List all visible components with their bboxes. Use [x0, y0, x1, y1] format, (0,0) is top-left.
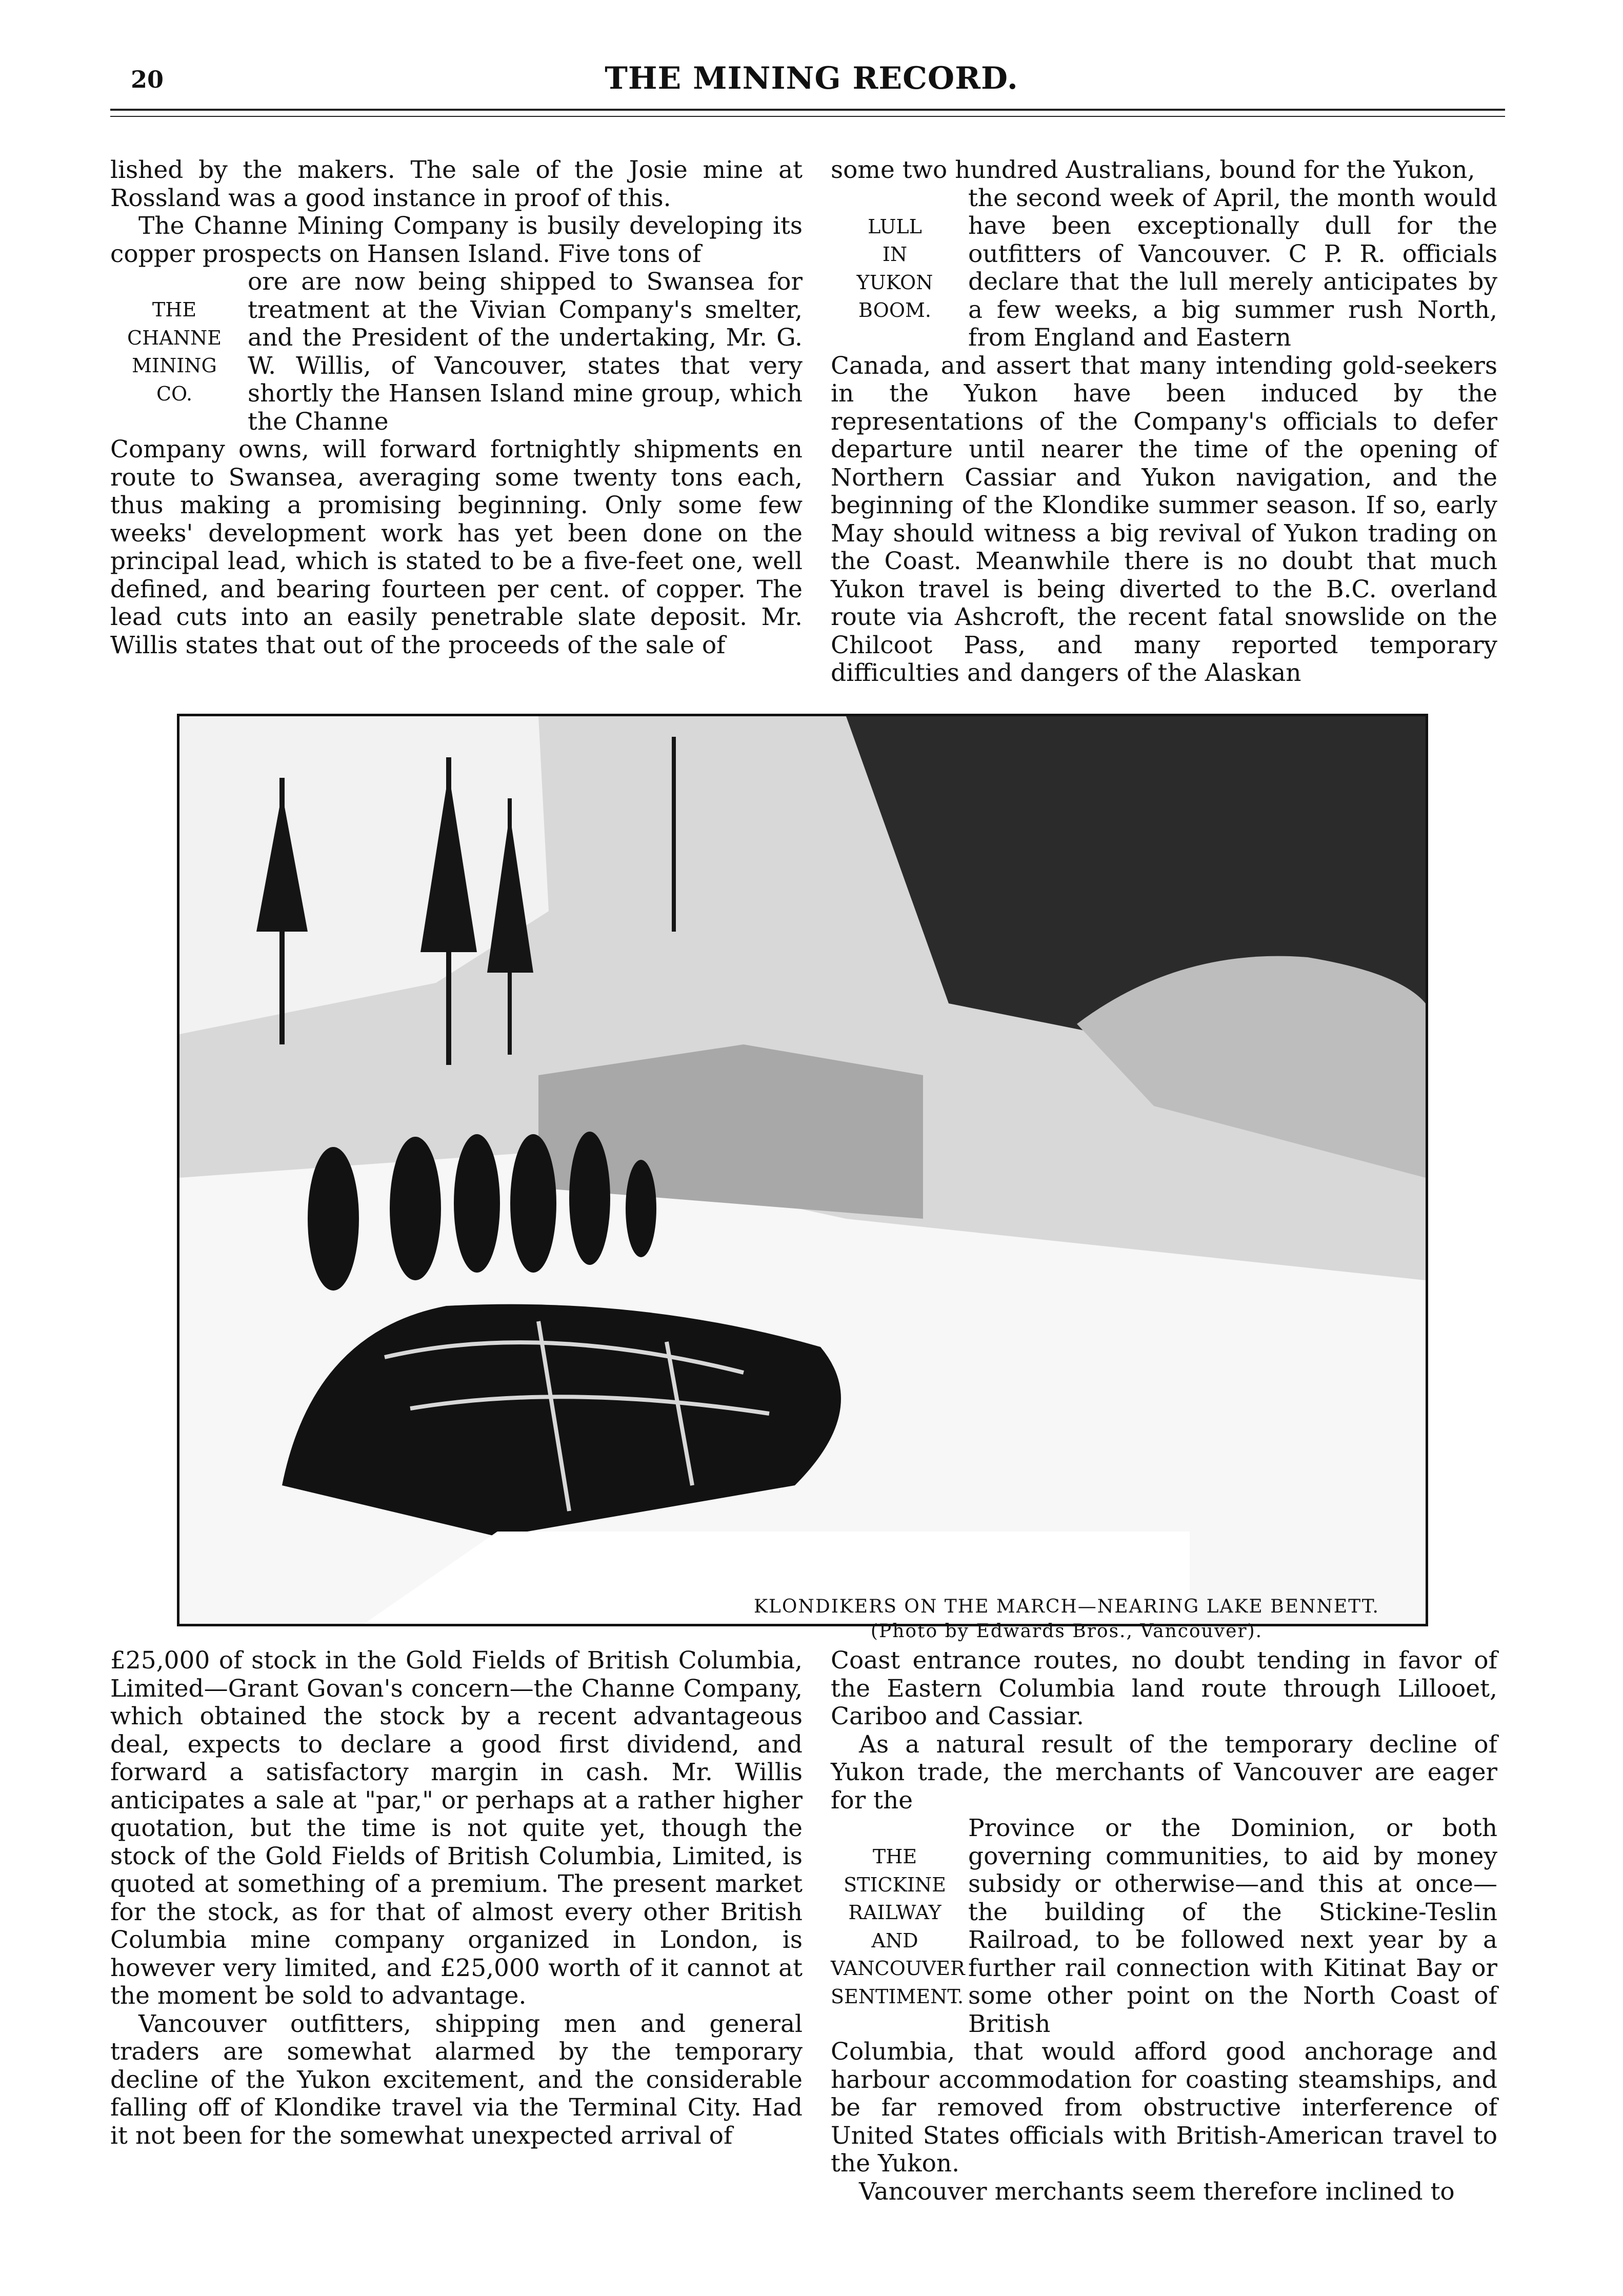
shoulder-note: THE CHANNE MINING CO.: [127, 298, 222, 405]
klondikers-photo: [177, 714, 1428, 1626]
header-rule-top: [110, 109, 1505, 111]
paragraph: £25,000 of stock in the Gold Fields of British Columbia, Limited—Grant Govan's concern—the Channe Company, which obtained the stock by a recent advantageous deal, expects to declare a good first dividend, and forward a satisfactory margin in cash. Mr. Willis anticipates a sale at "par," or perhaps at a rather higher quotation, but the time is not quite yet, though the stock of the Gold Fields of British Columbia, Limited, is quoted at something of a premium. The present market for the stock, as for that of almost every other British Columbia mine company organized in London, is however very limited, and £25,000 worth of it cannot at the moment be sold to advantage.: [110, 1646, 803, 2010]
shoulder-note: LULL IN YUKON BOOM.: [856, 215, 933, 321]
paragraph: Company owns, will forward fortnightly shipments en route to Swansea, averaging some twenty tons each, thus making a promising beginning. Only some few weeks' development work has yet been done on the principal lead, which is stated to be a five-feet one, well defined, and bearing fourteen per cent. of copper. The lead cuts into an easily penetrable slate deposit. Mr. Willis states that out of the proceeds of the sale of: [110, 435, 803, 659]
left-column-top: [110, 156, 803, 659]
paragraph: ore are now being shipped to Swansea for treatment at the Vivian Company's smelter, and the President of the undertaking, Mr. G. W. Willis, of Vancouver, states that very shortly the Hansen Island mine group, which the Channe: [248, 268, 803, 436]
paragraph: the second week of April, the month would have been exceptionally dull for the outfitters of Vancouver. C P. R. officials declare that the lull merely anticipates by a few weeks, a big summer rush North, from England and Eastern: [968, 184, 1497, 352]
caption-title: KLONDIKERS ON THE MARCH—NEARING LAKE BENNETT.: [754, 1596, 1379, 1617]
paragraph: Vancouver merchants seem therefore inclined to: [859, 2177, 1455, 2206]
shoulder-block: [831, 185, 1497, 352]
shoulder-block: [831, 1815, 1497, 2038]
paragraph: Columbia, that would afford good anchorage and harbour accommodation for coasting steamships, and be far removed from obstructive interference of United States officials with British-American travel to the Yukon.: [831, 2038, 1497, 2178]
caption-credit: (Photo by Edwards Bros., Vancouver).: [870, 1621, 1263, 1642]
paragraph: Canada, and assert that many intending gold-seekers in the Yukon have been induced by the representations of the Company's officials to defer departure until nearer the time of the opening of Northern Cassiar and Yukon navigation, and the beginning of the Klondike summer season. If so, early May should witness a big revival of Yukon trading on the Coast. Meanwhile there is no doubt that much Yukon travel is being diverted to the B.C. overland route via Ashcroft, the recent fatal snowslide on the Chilcoot Pass, and many reported temporary difficulties and dangers of the Alaskan: [831, 351, 1497, 687]
shoulder-note: THE STICKINE RAILWAY AND VANCOUVER SENTIMENT.: [831, 1845, 965, 2008]
paragraph: As a natural result of the temporary decline of Yukon trade, the merchants of Vancouver are eager for the: [831, 1730, 1497, 1815]
right-column-bottom: [831, 1647, 1497, 2206]
left-column-bottom: [110, 1647, 803, 2150]
page-number: 20: [131, 66, 164, 93]
paragraph: Vancouver outfitters, shipping men and general traders are somewhat alarmed by the temporary decline of the Yukon excitement, and the considerable falling off of Klondike travel via the Terminal City. Had it not been for the somewhat unexpected arrival of: [110, 2009, 803, 2150]
photo-caption: [708, 1595, 1426, 1644]
photo-illustration: [179, 716, 1426, 1624]
paragraph: The Channe Mining Company is busily developing its copper prospects on Hansen Island. Five tons of: [110, 212, 803, 268]
shoulder-block: [110, 268, 803, 436]
paragraph: Province or the Dominion, or both governing communities, to aid by money subsidy or otherwise—and this at once—the building of the Stickine-Teslin Railroad, to be followed next year by a further rail connection with Kitinat Bay or some other point on the North Coast of British: [968, 1814, 1497, 2038]
running-head: THE MINING RECORD.: [605, 61, 1018, 96]
paragraph: Coast entrance routes, no doubt tending in favor of the Eastern Columbia land route through Lillooet, Cariboo and Cassiar.: [831, 1646, 1497, 1730]
paragraph: some two hundred Australians, bound for the Yukon,: [831, 156, 1475, 184]
right-column-top: [831, 156, 1497, 688]
header-rule-bottom: [110, 116, 1505, 117]
paragraph: lished by the makers. The sale of the Josie mine at Rossland was a good instance in proof of this.: [110, 156, 803, 212]
